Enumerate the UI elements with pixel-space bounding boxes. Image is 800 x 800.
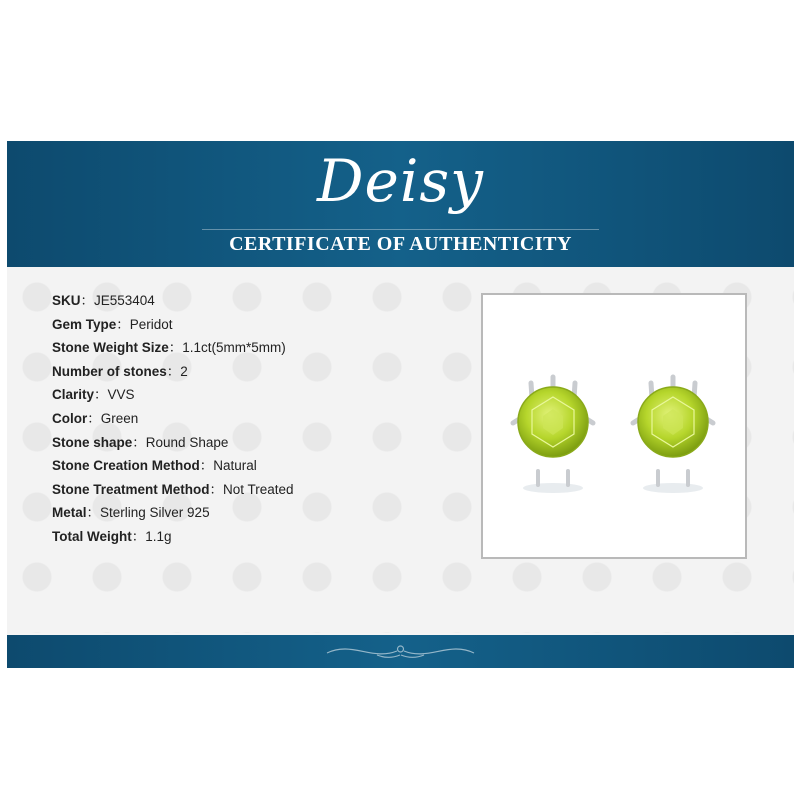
spec-value: Natural	[213, 458, 257, 474]
spec-value: 2	[180, 363, 188, 379]
spec-value: Peridot	[129, 316, 173, 332]
spec-row-gem-type: Gem Type：Peridot	[52, 316, 173, 332]
spec-row-stone-shape: Stone shape：Round Shape	[52, 434, 229, 450]
spec-label: Stone Weight Size	[52, 340, 169, 356]
spec-value: VVS	[107, 387, 135, 403]
spec-label: Total Weight	[52, 528, 132, 544]
spec-label: Stone Treatment Method	[52, 481, 210, 497]
earring-left-icon	[513, 377, 593, 493]
certificate-body	[7, 267, 794, 633]
earring-right-icon	[633, 377, 713, 493]
spec-label: Stone shape	[52, 434, 133, 450]
spec-row-clarity: Clarity：VVS	[52, 387, 135, 403]
brand-logo-text: Deisy	[317, 147, 484, 215]
spec-row-stone-creation-method: Stone Creation Method：Natural	[52, 458, 257, 474]
spec-row-color: Color：Green	[52, 410, 139, 426]
spec-label: Number of stones	[52, 363, 167, 379]
certificate-header	[7, 141, 794, 269]
spec-row-stone-weight-size: Stone Weight Size：1.1ct(5mm*5mm)	[52, 340, 286, 356]
spec-list	[52, 289, 472, 549]
product-photo	[481, 293, 747, 559]
spec-value: Sterling Silver 925	[100, 505, 210, 521]
header-divider	[202, 229, 599, 230]
spec-value: Round Shape	[145, 434, 229, 450]
brand-logo	[7, 141, 794, 236]
spec-row-metal: Metal：Sterling Silver 925	[52, 505, 210, 521]
certificate-title: CERTIFICATE OF AUTHENTICITY	[229, 233, 572, 255]
spec-label: Color	[52, 410, 88, 426]
spec-value: Not Treated	[223, 481, 294, 497]
spec-row-total-weight: Total Weight：1.1g	[52, 528, 172, 544]
certificate-footer	[7, 635, 794, 668]
spec-label: Metal	[52, 505, 87, 521]
certificate-card	[7, 141, 794, 668]
spec-label: Clarity	[52, 387, 95, 403]
spec-label: SKU	[52, 293, 81, 308]
spec-value: 1.1g	[145, 528, 172, 544]
spec-value: JE553404	[94, 293, 155, 308]
ornament-divider-icon	[7, 635, 794, 668]
spec-value: 1.1ct(5mm*5mm)	[182, 340, 286, 356]
spec-label: Gem Type	[52, 316, 117, 332]
earrings-image	[483, 295, 745, 557]
spec-value: Green	[100, 410, 139, 426]
spec-row-sku: SKU：JE553404	[52, 293, 155, 308]
spec-label: Stone Creation Method	[52, 458, 200, 474]
spec-row-number-of-stones: Number of stones：2	[52, 363, 188, 379]
spec-row-stone-treatment-method: Stone Treatment Method：Not Treated	[52, 481, 294, 497]
